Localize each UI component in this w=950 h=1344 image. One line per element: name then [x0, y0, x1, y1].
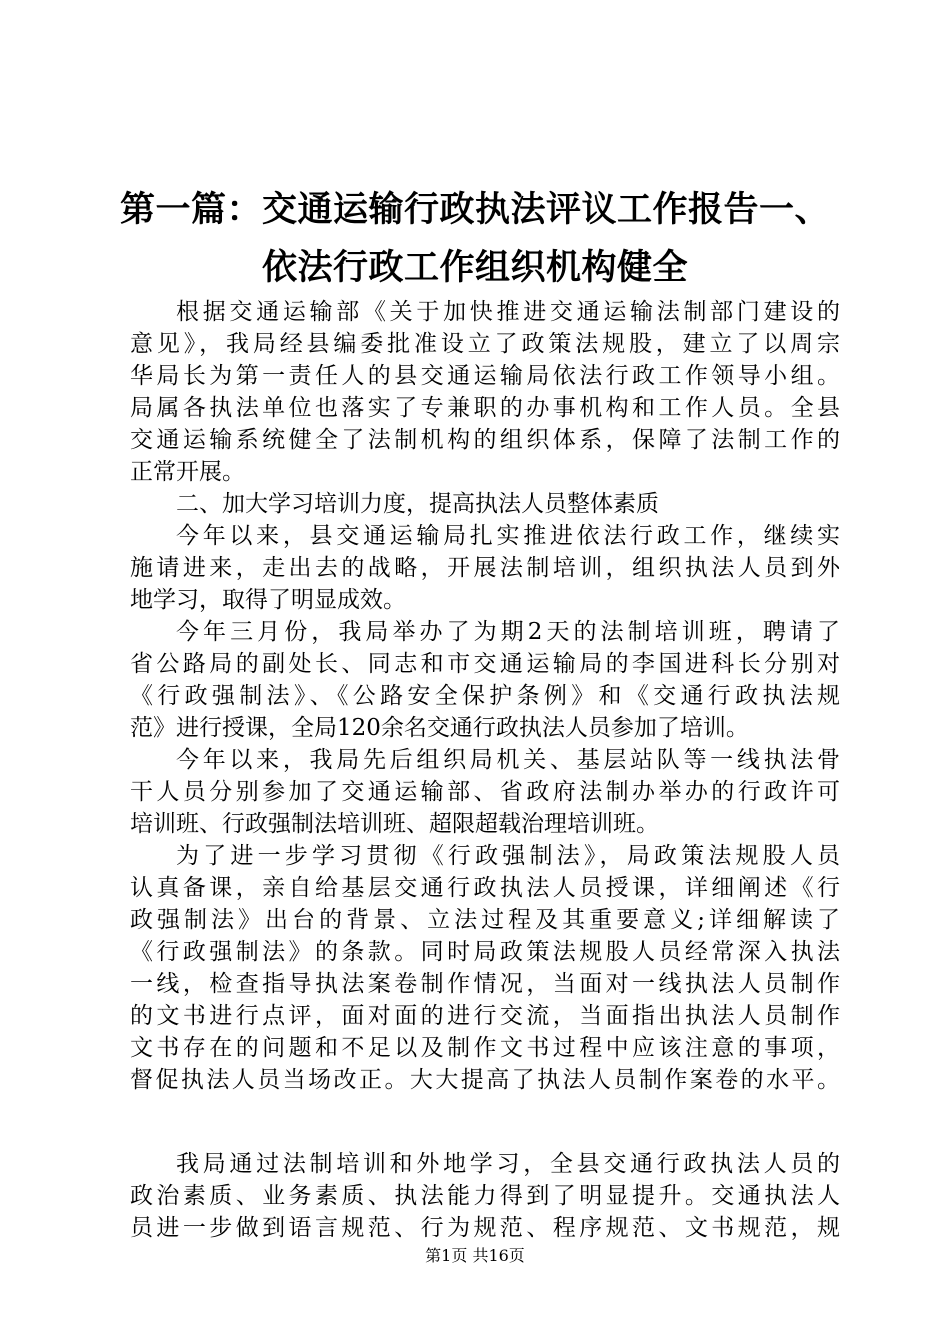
- body-line: 《行政强制法》的条款。同时局政策法规股人员经常深入执法: [130, 939, 840, 965]
- body-line: 正常开展。: [130, 459, 245, 485]
- body-line: 为了进一步学习贯彻《行政强制法》，局政策法规股人员: [176, 843, 840, 869]
- section-heading: 二、加大学习培训力度，提高执法人员整体素质: [176, 491, 659, 517]
- body-line: 文书存在的问题和不足以及制作文书过程中应该注意的事项，: [130, 1035, 840, 1061]
- body-line: 局属各执法单位也落实了专兼职的办事机构和工作人员。全县: [130, 395, 840, 421]
- document-title-line-1: 第一篇：交通运输行政执法评议工作报告一、: [119, 190, 830, 230]
- body-line: 《行政强制法》、《公路安全保护条例》和《交通行政执法规: [130, 683, 840, 709]
- body-line: 政强制法》出台的背景、立法过程及其重要意义;详细解读了: [130, 907, 840, 933]
- body-line: 地学习，取得了明显成效。: [130, 587, 406, 613]
- page-footer: 第1页 共16页: [425, 1246, 525, 1265]
- body-line: 培训班、行政强制法培训班、超限超载治理培训班。: [130, 811, 659, 837]
- body-line: 省公路局的副处长、同志和市交通运输局的李国进科长分别对: [130, 651, 840, 677]
- body-line: 干人员分别参加了交通运输部、省政府法制办举办的行政许可: [130, 779, 840, 805]
- body-line: 今年以来，我局先后组织局机关、基层站队等一线执法骨: [176, 747, 840, 773]
- body-line: 员进一步做到语言规范、行为规范、程序规范、文书规范，规: [130, 1215, 840, 1241]
- body-line: 今年三月份，我局举办了为期2天的法制培训班，聘请了: [176, 619, 840, 645]
- body-line: 一线，检查指导执法案卷制作情况，当面对一线执法人员制作: [130, 971, 840, 997]
- document-title-line-2: 依法行政工作组织机构健全: [261, 248, 688, 288]
- body-line: 我局通过法制培训和外地学习，全县交通行政执法人员的: [176, 1151, 840, 1177]
- body-line: 今年以来，县交通运输局扎实推进依法行政工作，继续实: [176, 523, 840, 549]
- body-line: 督促执法人员当场改正。大大提高了执法人员制作案卷的水平。: [130, 1067, 840, 1093]
- body-line: 根据交通运输部《关于加快推进交通运输法制部门建设的: [176, 299, 840, 325]
- document-body: [130, 296, 840, 1244]
- paragraph-gap: [130, 1096, 840, 1148]
- body-line: 的文书进行点评，面对面的进行交流，当面指出执法人员制作: [130, 1003, 840, 1029]
- body-line: 施请进来，走出去的战略，开展法制培训，组织执法人员到外: [130, 555, 840, 581]
- body-line: 意见》，我局经县编委批准设立了政策法规股，建立了以周宗: [130, 331, 840, 357]
- body-line: 交通运输系统健全了法制机构的组织体系，保障了法制工作的: [130, 427, 840, 453]
- body-line: 范》进行授课，全局120余名交通行政执法人员参加了培训。: [130, 715, 749, 741]
- body-line: 华局长为第一责任人的县交通运输局依法行政工作领导小组。: [130, 363, 840, 389]
- body-line: 政治素质、业务素质、执法能力得到了明显提升。交通执法人: [130, 1183, 840, 1209]
- body-line: 认真备课，亲自给基层交通行政执法人员授课，详细阐述《行: [130, 875, 840, 901]
